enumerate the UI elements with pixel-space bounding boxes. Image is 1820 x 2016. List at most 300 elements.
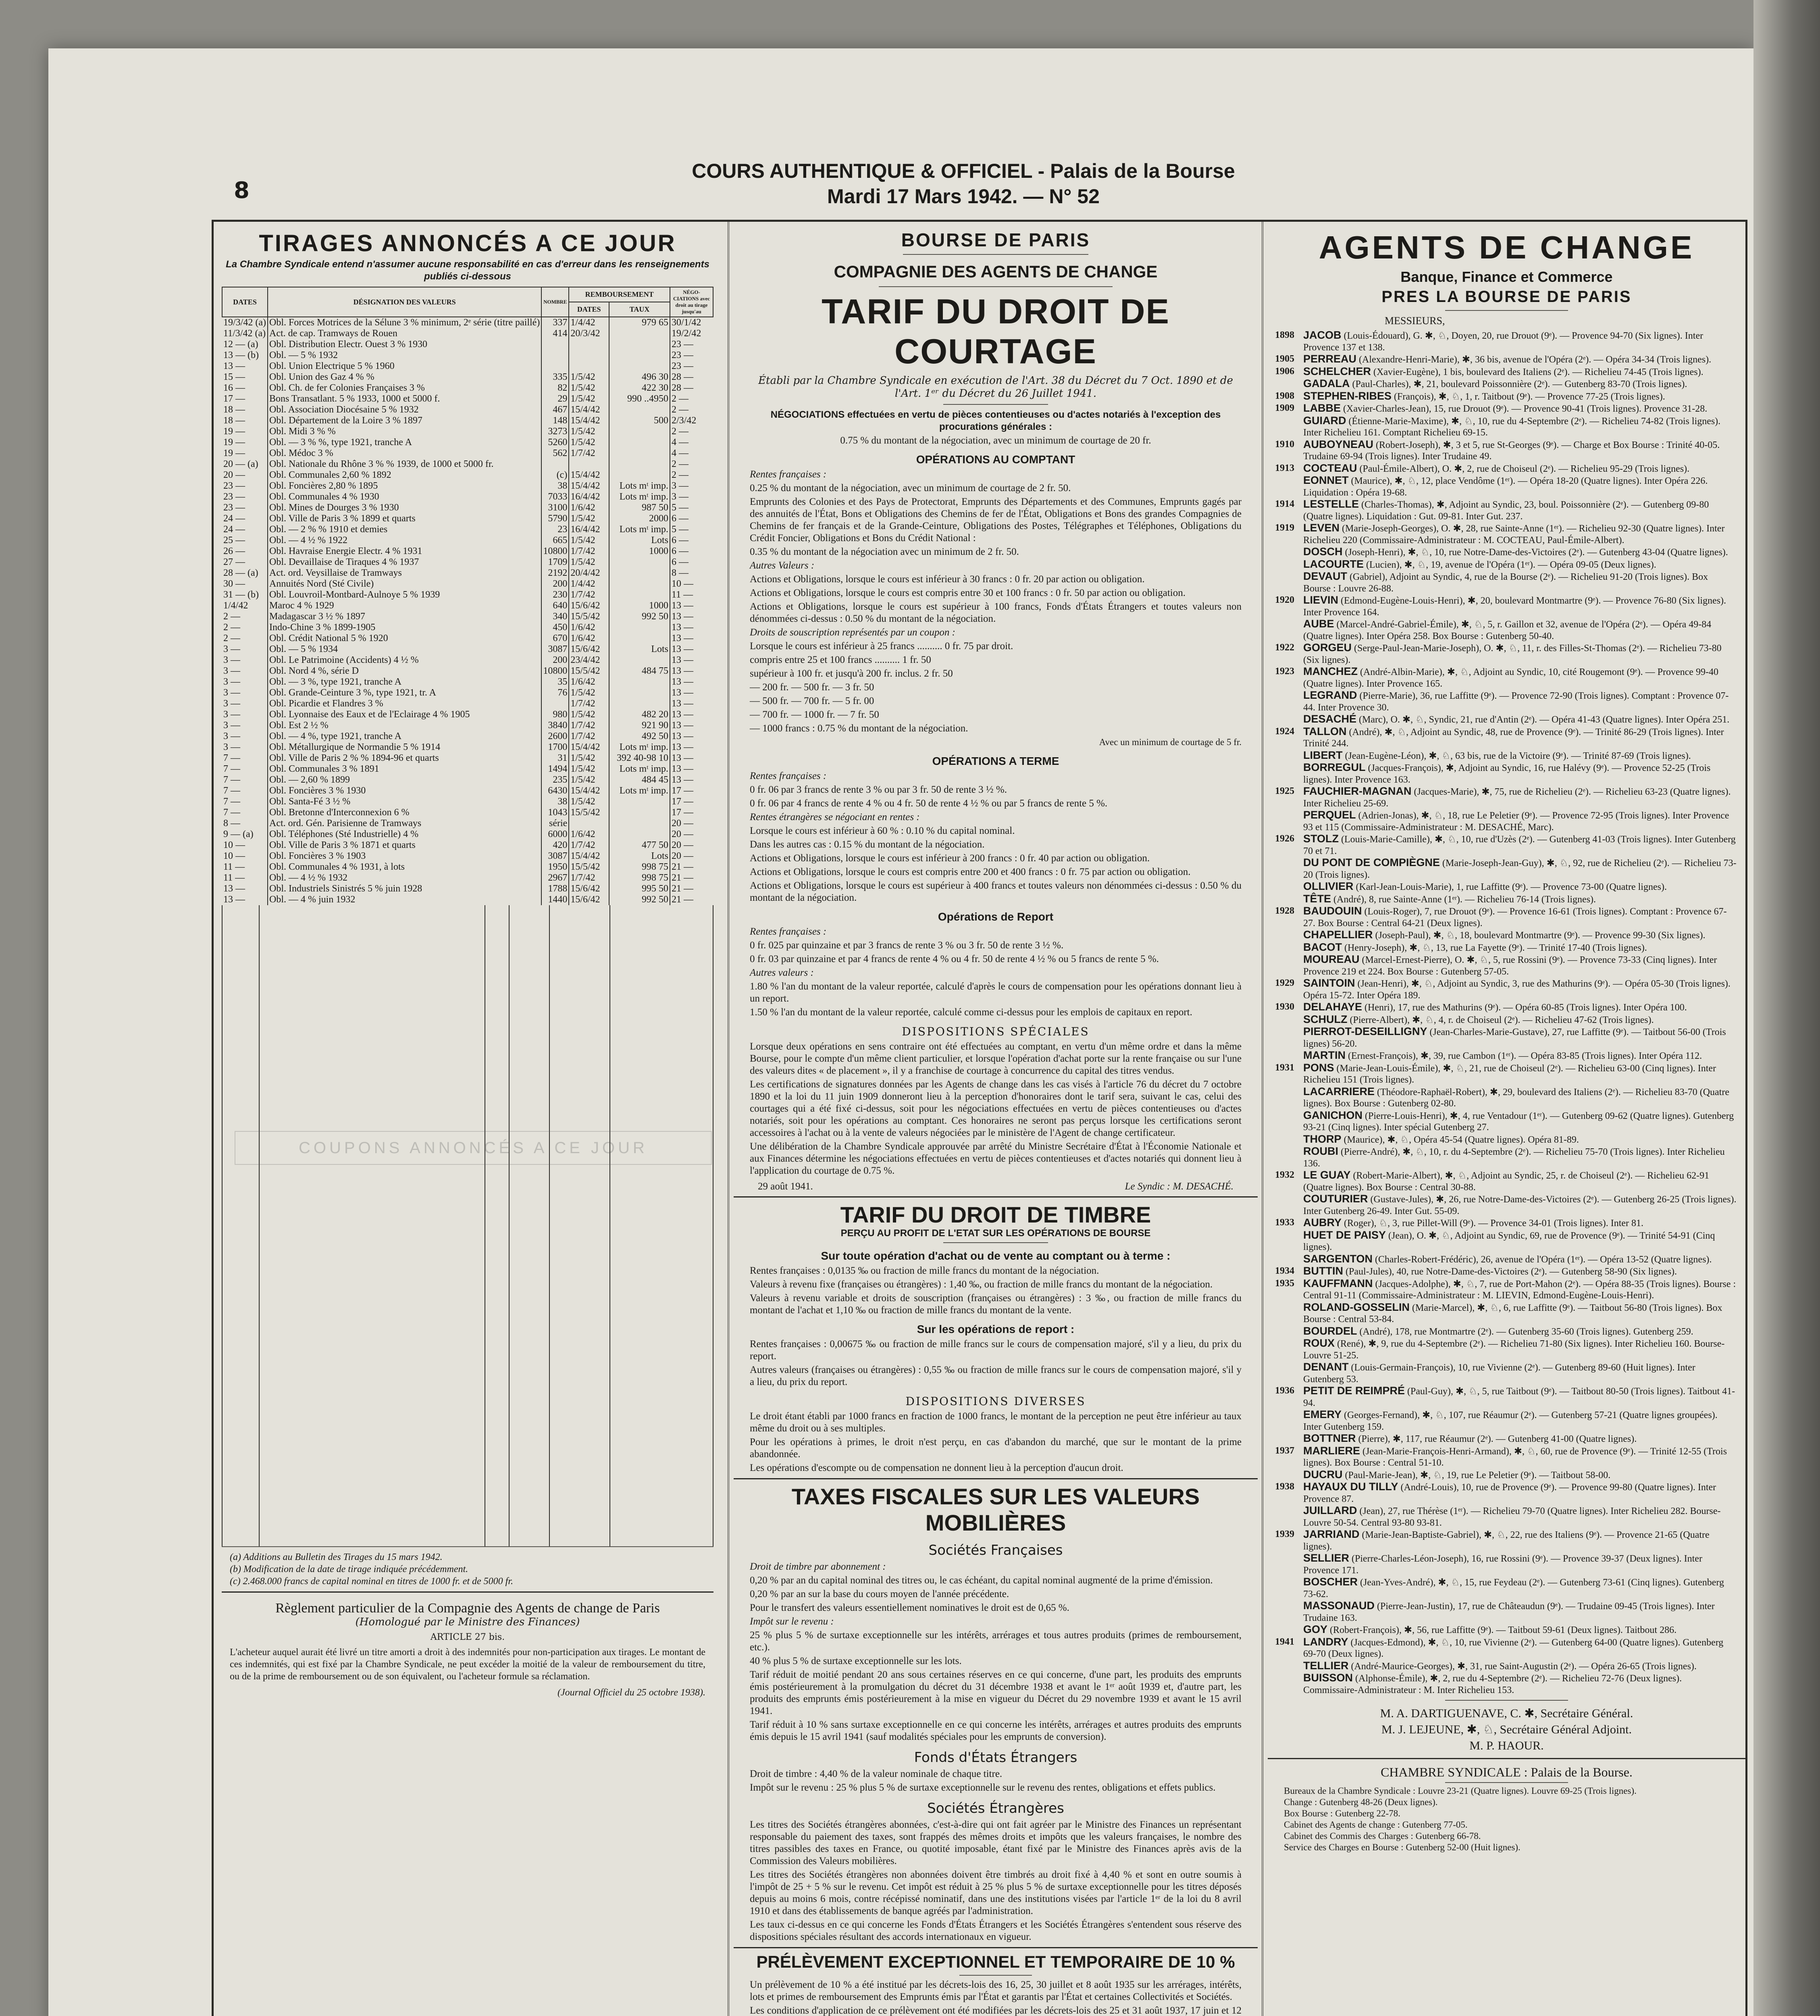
table-cell: 992 50 [609, 894, 670, 905]
agent-year: 1934 [1275, 1266, 1294, 1276]
table-cell: 13 — (b) [223, 350, 259, 360]
agent-entry [1275, 1672, 1737, 1696]
agent-address: (Pierre-Charles-Léon-Joseph), 16, rue Rossini (9ᵉ). — Provence 39-37 (Deux lignes). Inter Provence 171. [1303, 1554, 1702, 1576]
table-cell: 1/6/42 [569, 677, 609, 687]
agent-name: ROLAND-GOSSELIN [1303, 1301, 1410, 1313]
table-cell [541, 361, 569, 372]
book-spine [1753, 0, 1820, 2016]
agent-year: 1939 [1275, 1529, 1294, 1539]
agent-entry [1275, 881, 1737, 893]
agent-entry [1275, 1014, 1737, 1026]
agent-details [1303, 1001, 1737, 1014]
paragraph: Les certifications de signatures données par les Agents de change dans les cas visés à l'article 76 du décret du 7 octobre 1890 et la loi du 11 juin 1909 donneront lieu à la perception d'honoraires dont le tarif sera, suivant le cas, celui des courtages qui a été fixé ci-dessus, soit pour les négociations effectuées en vertu de pièces contentieuses ou d'actes notariés, soit pour les opérations au comptant. Ces honoraires ne seront pas perçus lorsque les certifications seront accessoires à l'achat ou à la vente de valeurs négociées par le ministère de l'Agent de change certificateur. [750, 1079, 1242, 1138]
paragraph: Les opérations d'escompte ou de compensation ne donnent lieu à la perception d'aucun droit. [750, 1462, 1123, 1473]
agent-year: 1914 [1275, 499, 1294, 509]
table-cell: Obl. Grande-Ceinture 3 %, type 1921, tr. A [268, 687, 541, 698]
agent-address: (Paul-Émile-Albert), O. ✱, 2, rue de Choiseul (2ᵉ). — Richelieu 95-29 (Trois lignes). [1359, 463, 1690, 474]
agent-details [1303, 905, 1737, 929]
agent-year [1275, 1409, 1303, 1433]
agent-name: AUBOYNEAU [1303, 438, 1374, 450]
avec-minimum: Avec un minimum de courtage de 5 fr. [1099, 737, 1242, 747]
paragraph: Les conditions d'application de ce prélèvement ont été modifiées par les décrets-lois des 25 et 31 août 1937, 17 juin et 12 [750, 2005, 1242, 2016]
agent-name: LEGRAND [1303, 689, 1357, 701]
table-cell: Obl. Union des Gaz 4 % % [268, 372, 541, 383]
table-row [222, 579, 713, 589]
agent-details [1303, 1529, 1737, 1552]
table-row [222, 720, 713, 731]
agent-name: THORP [1303, 1133, 1342, 1145]
table-cell: 3 — [670, 481, 713, 492]
table-cell: 16 — [223, 383, 245, 393]
reglement-title: Règlement particulier de la Compagnie des Agents de change de Paris [275, 1601, 660, 1616]
table-cell: Obl. Nord 4 %, série D [268, 666, 541, 677]
agent-year [1275, 415, 1303, 439]
dispositions-paragraphs [734, 1041, 1258, 1177]
table-cell [541, 459, 569, 470]
agent-details [1303, 666, 1737, 689]
agent-name: DOSCH [1303, 546, 1343, 558]
agent-details [1303, 1169, 1737, 1193]
agent-entry [1275, 1145, 1737, 1169]
agent-year: 1938 [1275, 1481, 1294, 1492]
agent-address: (Pierre-Jean-Justin), 17, rue de Châteaudun (9ᵉ). — Trudaine 09-45 (Trois lignes). Inter Trudaine 163. [1303, 1601, 1715, 1623]
divider [734, 1947, 1258, 1948]
table-cell: 13 — [670, 611, 713, 622]
table-cell: Annuités Nord (Sté Civile) [268, 579, 541, 589]
divider [943, 404, 1048, 405]
paragraph: Dans les autres cas : 0.15 % du montant de la négociation. [750, 839, 985, 850]
officers [1268, 1706, 1745, 1754]
table-cell: 6 — [670, 513, 713, 524]
agent-details [1303, 809, 1737, 833]
agent-year [1275, 1660, 1303, 1672]
table-cell [609, 350, 670, 361]
agent-address: (Pierre-André), ✱, ♘, 10, r. du 4-Septembre (2ᵉ). — Richelieu 75-70 (Trois lignes). Inter Richelieu 136. [1303, 1147, 1725, 1169]
tirages-rows [222, 317, 713, 905]
table-row [222, 775, 713, 785]
table-cell: 15/5/42 [569, 862, 609, 873]
agent-entry [1275, 353, 1737, 366]
col-header-remboursement: REMBOURSEMENT [569, 287, 670, 302]
table-row [222, 404, 713, 415]
column-divider [728, 222, 729, 2016]
table-cell: 1/5/42 [569, 513, 609, 524]
table-cell: 16/4/42 [569, 524, 609, 535]
table-row [222, 415, 713, 426]
agent-year [1275, 762, 1303, 785]
table-cell: 3840 [541, 720, 569, 731]
paragraph: 0,20 % par an du capital nominal des titres ou, le cas échéant, du capital nominal augmenté de la prime d'émission. [750, 1575, 1213, 1586]
agent-entry [1275, 1001, 1737, 1014]
agent-year [1275, 713, 1303, 726]
table-cell: Obl. Communales 3 % 1891 [268, 764, 541, 775]
table-cell: Obl. Crédit National 5 % 1920 [268, 633, 541, 644]
table-row [222, 426, 713, 437]
agent-year [1275, 809, 1303, 833]
agent-year [1275, 1505, 1303, 1529]
agent-address: (Paul-Guy), ✱, ♘, 5, rue Taitbout (9ᵉ). — Taitbout 80-50 (Trois lignes). Taitbout 41-94. [1303, 1386, 1735, 1408]
table-cell: 1/4/42 [569, 579, 609, 589]
table-cell: 6430 [541, 785, 569, 796]
table-cell: 29 [541, 394, 569, 404]
agent-name: SAINTOIN [1303, 977, 1355, 989]
table-row [222, 317, 713, 328]
agent-details [1303, 785, 1737, 809]
agent-name: GADALA [1303, 377, 1350, 389]
agent-entry [1275, 1217, 1737, 1229]
agent-entry [1275, 905, 1737, 929]
agent-year [1275, 1337, 1303, 1361]
col-header-dates2: DATES [569, 302, 609, 317]
agent-year: 1936 [1275, 1385, 1294, 1396]
table-cell [609, 698, 670, 709]
paragraph: Actions et Obligations, lorsque le cours est compris entre 200 et 400 francs : 0 fr. 75 par action ou obligation. [750, 866, 1191, 877]
agent-address: (Georges-Fernand), ✱, ♘, 107, rue Réaumur (2ᵉ). — Gutenberg 57-21 (Quatre lignes groupées). Inter Gutenberg 159. [1303, 1410, 1718, 1432]
table-row [222, 339, 713, 350]
table-cell: 82 [541, 383, 569, 394]
table-cell: 1/7/42 [569, 589, 609, 600]
table-cell: 24 — [223, 524, 245, 535]
table-cell: 1494 [541, 764, 569, 775]
agent-entry [1275, 1169, 1737, 1193]
agent-year [1275, 546, 1303, 558]
paragraph: Actions et Obligations, lorsque le cours est compris entre 30 et 100 francs : 0 fr. 50 par action ou obligation. [750, 587, 1186, 598]
paragraph: Une délibération de la Chambre Syndicale approuvée par arrêté du Ministre Secrétaire d'État à l'Économie Nationale et aux Finances détermine les négociations effectuées en vertu de pièces contentieuses et d'actes notariés qui donnent lieu à l'application du courtage de 0.75 %. [750, 1141, 1242, 1176]
agent-entry [1275, 1278, 1737, 1302]
reglement-article: ARTICLE 27 bis. [430, 1632, 505, 1642]
table-cell [609, 459, 670, 470]
timbre-head2: Sur les opérations de report : [917, 1323, 1075, 1335]
table-cell: 17 — [670, 785, 713, 796]
agent-year: 1935 [1275, 1278, 1294, 1289]
agent-entry [1275, 750, 1737, 762]
agent-entry [1275, 1325, 1737, 1338]
agent-entry [1275, 558, 1737, 571]
agent-details [1303, 1253, 1737, 1266]
agent-name: BOSCHER [1303, 1576, 1358, 1588]
agent-name: PERQUEL [1303, 809, 1356, 821]
agent-name: DENANT [1303, 1361, 1349, 1373]
chambre-line: Box Bourse : Gutenberg 22-78. [1284, 1808, 1400, 1818]
paragraph: Les titres des Sociétés étrangères abonnées, c'est-à-dire qui ont fait agréer par le Ministre des Finances un représentant responsable du paiement des taxes, sont frappés des mêmes droits et impôts que les valeurs françaises, le nombre des titres passibles des taxes en France, ou quotité imposable, étant fixé par le Ministre des Finances après avis de la Commission des Valeurs mobilières. [750, 1819, 1242, 1866]
table-cell: 15/5/42 [569, 611, 609, 622]
paragraph: 0 fr. 025 par quinzaine et par 3 francs de rente 3 % ou 3 fr. 50 de rente 3 ½ %. [750, 940, 1064, 951]
table-cell: 10800 [541, 546, 569, 557]
content-frame [212, 220, 1747, 2016]
table-cell: 2 — [670, 404, 713, 415]
table-cell: 15/6/42 [569, 894, 609, 905]
table-row [222, 709, 713, 720]
societes-etrangeres-paragraphs [734, 1819, 1258, 1943]
table-cell: 2 — [670, 426, 713, 437]
paragraph: — 500 fr. — 700 fr. — 5 fr. 00 [750, 696, 874, 706]
agent-address: (Xavier-Charles-Jean), 15, rue Drouot (9ᵉ). — Provence 90-41 (Trois lignes). Provence 31-28. [1343, 404, 1708, 414]
timbre-paragraphs-2 [734, 1338, 1258, 1388]
table-row [222, 557, 713, 568]
table-cell: Obl. — 3 %, type 1921, tranche A [268, 677, 541, 687]
paragraph: — 700 fr. — 1000 fr. — 7 fr. 50 [750, 709, 879, 720]
table-cell: 484 75 [609, 666, 670, 677]
agent-year: 1922 [1275, 642, 1294, 653]
tirages-notes [230, 1551, 705, 1587]
table-cell: 10 — [670, 579, 713, 589]
table-row [222, 535, 713, 546]
divider [1268, 1758, 1745, 1759]
comptant-paragraphs [734, 469, 1258, 735]
table-cell [609, 557, 670, 568]
agent-address: (Gabriel), Adjoint au Syndic, 4, rue de la Bourse (2ᵉ). — Richelieu 91-20 (Trois lignes). Box Bourse : Louvre 26-88. [1303, 572, 1708, 594]
negociations-rate: 0.75 % du montant de la négociation, avec un minimum de courtage de 20 fr. [840, 435, 1151, 446]
paragraph: — 1000 francs : 0.75 % du montant de la négociation. [750, 723, 968, 734]
table-cell: 11 — [223, 862, 245, 872]
table-cell: 5790 [541, 513, 569, 524]
table-row [222, 698, 713, 709]
table-cell: 7 — [223, 807, 240, 818]
table-cell: 670 [541, 633, 569, 644]
divider [879, 286, 1113, 287]
table-cell: 1/4/42 [223, 600, 248, 611]
table-cell: 20 — (a) [223, 459, 258, 469]
agent-year: 1937 [1275, 1445, 1294, 1456]
agent-entry [1275, 462, 1737, 475]
table-cell: 13 — [670, 731, 713, 742]
agent-entry [1275, 498, 1737, 522]
societes-francaises-paragraphs [734, 1561, 1258, 1743]
table-cell: 450 [541, 622, 569, 633]
paragraph: 0.35 % du montant de la négociation avec un minimum de 2 fr. 50. [750, 546, 1019, 557]
table-cell [609, 829, 670, 840]
agent-name: HAYAUX DU TILLY [1303, 1481, 1398, 1493]
paragraph: Lorsque deux opérations en sens contraire ont été effectuées au comptant, en vertu d'un même ordre et dans la même Bourse, pour le compte d'un même client particulier, et lorsque l'opération d'achat porte sur la rente française ou sur l'une des valeurs dites « de placement », il y a franchise de courtage à concurrence du capital des titres vendus. [750, 1041, 1242, 1076]
paragraph: Actions et Obligations, lorsque le cours est inférieur à 30 francs : 0 fr. 20 par action ou obligation. [750, 574, 1145, 585]
agent-name: MARLIERE [1303, 1444, 1360, 1457]
table-row [222, 361, 713, 372]
agent-year: 1920 [1275, 595, 1294, 605]
table-cell: 9 — (a) [223, 829, 254, 839]
agent-address: (Louis-Germain-François), 10, rue Vivienne (2ᵉ). — Gutenberg 89-60 (Huit lignes). Inter Gutenberg 53. [1303, 1362, 1695, 1385]
table-cell: 3273 [541, 426, 569, 437]
agent-address: (René), ✱, 9, rue du 4-Septembre (2ᵉ). — Richelieu 71-80 (Six lignes). Inter Richelieu 160. Bourse-Louvre 51-25. [1303, 1339, 1725, 1361]
table-cell [609, 807, 670, 818]
paragraph: Actions et Obligations, lorsque le cours est supérieur à 100 francs, Fonds d'États Étrangers et toutes valeurs non dénommées ci-dessus : 0.50 % du montant de la négociation. [750, 601, 1242, 624]
agent-entry [1275, 1529, 1737, 1552]
paragraph: 0,20 % par an sur la base du cours moyen de l'année précédente. [750, 1589, 1009, 1599]
table-cell [569, 339, 609, 350]
table-cell: 148 [541, 415, 569, 426]
agent-entry [1275, 1552, 1737, 1576]
agent-entry [1275, 1110, 1737, 1133]
table-row [222, 742, 713, 753]
agent-details [1303, 1050, 1737, 1062]
table-cell: Lots mᵗ imp. [609, 785, 670, 796]
table-cell: 21 — [670, 862, 713, 873]
reglement-subtitle: (Homologué par le Ministre des Finances) [355, 1616, 580, 1628]
agent-entry [1275, 929, 1737, 941]
agent-name: BORREGUL [1303, 761, 1366, 773]
op-terme-head: OPÉRATIONS A TERME [932, 755, 1059, 767]
table-cell: 38 [541, 796, 569, 807]
agent-details [1303, 462, 1737, 475]
table-cell: Act. de cap. Tramways de Rouen [268, 328, 541, 339]
table-cell: Act. ord. Veysillaise de Tramways [268, 568, 541, 579]
agent-name: COCTEAU [1303, 462, 1357, 474]
table-cell: 1/4/42 [569, 317, 609, 328]
table-cell [609, 437, 670, 448]
agent-address: (Adrien-Jonas), ✱, ♘, 18, rue Le Peletier (9ᵉ). — Provence 72-95 (Trois lignes). Inter Provence 93 et 115 (Commissaire-Administrateur : M. DESACHÉ, Marc). [1303, 810, 1729, 833]
table-cell: 13 — [670, 720, 713, 731]
agent-year [1275, 1253, 1303, 1266]
timbre-head1: Sur toute opération d'achat ou de vente au comptant ou à terme : [821, 1250, 1171, 1262]
agent-year [1275, 881, 1303, 893]
table-cell: Obl. Louvroil-Montbard-Aulnoye 5 % 1939 [268, 589, 541, 600]
table-cell: 2 — [223, 622, 240, 633]
table-cell: 1/5/42 [569, 437, 609, 448]
paragraph: Autres valeurs (françaises ou étrangères) : 0,55 ‰ ou fraction de mille francs sur le cours de compensation majoré, s'il y a lieu, du prix du report. [750, 1364, 1242, 1387]
paragraph: 0 fr. 06 par 3 francs de rente 3 % ou par 3 fr. 50 de rente 3 ½ %. [750, 784, 1007, 795]
tirages-column [214, 222, 722, 2016]
agent-year [1275, 1469, 1303, 1481]
agent-address: (Paul-Jules), 40, rue Notre-Dame-des-Victoires (2ᵉ). — Gutenberg 58-90 (Six lignes). [1345, 1266, 1677, 1277]
table-cell: 1/5/42 [569, 796, 609, 807]
table-cell: 20 — [670, 840, 713, 851]
agent-details [1303, 1337, 1737, 1361]
table-cell: 6000 [541, 829, 569, 840]
table-cell: 15/4/42 [569, 470, 609, 481]
agent-address: (Gustave-Jules), ✱, 26, rue Notre-Dame-des-Victoires (2ᵉ). — Gutenberg 26-25 (Trois lignes). Inter Gutenberg 26-49. Inter Gut. 55-09. [1303, 1194, 1737, 1216]
table-cell: 13 — [223, 883, 245, 894]
table-cell: 1/7/42 [569, 731, 609, 742]
table-cell: Obl. — 5 % 1934 [268, 644, 541, 655]
agent-year [1275, 1229, 1303, 1253]
agent-address: (Charles-Thomas), ✱, Adjoint au Syndic, 23, boul. Poissonnière (2ᵉ). — Gutenberg 09-80 (Quatre lignes). Liquidation : Gut. 09-81. Inter Gut. 237. [1303, 500, 1709, 522]
agent-entry [1275, 1050, 1737, 1062]
agent-entry [1275, 1469, 1737, 1481]
agent-entry [1275, 571, 1737, 594]
agent-details [1303, 1086, 1737, 1110]
agent-details [1303, 1133, 1737, 1146]
table-cell: 15/4/42 [569, 481, 609, 492]
agent-address: (Marcel-Ernest-Pierre), O. ✱, ♘, 5, rue Rossini (9ᵉ). — Provence 73-33 (Cinq lignes). Inter Provence 219 et 224. Box Bourse : Gutenberg 57-05. [1303, 955, 1717, 977]
table-cell [569, 459, 609, 470]
agent-year [1275, 618, 1303, 642]
agent-address: (Pierre-Marie), 36, rue Laffitte (9ᵉ). — Provence 72-90 (Trois lignes). Comptant : Provence 07-44. Inter Provence 30. [1303, 691, 1729, 713]
fonds-etrangers-paragraphs [734, 1768, 1258, 1794]
table-row [222, 502, 713, 513]
divider [943, 1242, 1048, 1243]
table-cell: Obl. — 3 % %, type 1921, tranche A [268, 437, 541, 448]
tirages-table [222, 287, 713, 905]
agent-address: (Jacques-Marie), ✱, 75, rue de Richelieu (2ᵉ). — Richelieu 63-23 (Quatre lignes). Inter Richelieu 25-69. [1303, 787, 1731, 809]
agent-year [1275, 1026, 1303, 1050]
table-cell: 200 [541, 655, 569, 666]
table-cell: 1/7/42 [569, 698, 609, 709]
agent-year [1275, 1361, 1303, 1385]
table-cell: 13 — [670, 633, 713, 644]
agent-details [1303, 402, 1737, 415]
table-cell: 1/6/42 [569, 633, 609, 644]
table-cell: 200 [541, 579, 569, 589]
agent-details [1303, 1302, 1737, 1325]
agent-name: DUCRU [1303, 1468, 1343, 1481]
table-cell [541, 339, 569, 350]
paragraph: Impôt sur le revenu : [750, 1616, 834, 1627]
agent-details [1303, 1600, 1737, 1624]
table-row [222, 394, 713, 404]
table-cell: 7 — [223, 785, 240, 796]
dispositions-head: DISPOSITIONS SPÉCIALES [902, 1025, 1090, 1038]
agent-name: LACARRIERE [1303, 1085, 1375, 1098]
agent-details [1303, 439, 1737, 462]
table-cell: 21 — [670, 873, 713, 883]
table-cell: 6 — [670, 535, 713, 546]
agent-address: (Étienne-Marie-Maxime), ✱, ♘, 10, rue du 4-Septembre (2ᵉ). — Richelieu 74-82 (Trois lignes). Inter Richelieu 161. Comptant Richelieu 69-15. [1303, 416, 1721, 438]
table-row [222, 459, 713, 470]
agent-entry [1275, 1600, 1737, 1624]
table-cell: 422 30 [609, 383, 670, 394]
agent-entry [1275, 1505, 1737, 1529]
table-cell: 19/2/42 [670, 328, 713, 339]
agent-year: 1905 [1275, 354, 1294, 364]
table-cell: 1700 [541, 742, 569, 753]
agent-entry [1275, 522, 1737, 546]
table-cell: Obl. Distribution Electr. Ouest 3 % 1930 [268, 339, 541, 350]
table-cell: 5 — [670, 502, 713, 513]
table-cell [609, 633, 670, 644]
agent-entry [1275, 1086, 1737, 1110]
agent-year [1275, 1325, 1303, 1338]
agent-year [1275, 1672, 1303, 1696]
table-cell: 2 — [670, 394, 713, 404]
paragraph: Rentes françaises : [750, 926, 827, 937]
agent-name: EMERY [1303, 1408, 1342, 1420]
paragraph: Le droit étant établi par 1000 francs en fraction de 1000 francs, le montant de la perception ne peut être inférieur au taux même du droit ou à ses multiples. [750, 1411, 1242, 1434]
agent-address: (Jean), 27, rue Thérèse (1ᵉʳ). — Richelieu 79-70 (Quatre lignes). Inter Richelieu 282. Bourse-Louvre 50-54. Central 93-80 93-81. [1303, 1506, 1721, 1528]
table-cell: 15/5/42 [569, 666, 609, 677]
table-cell [569, 361, 609, 372]
table-cell [609, 589, 670, 600]
agent-name: ROUBI [1303, 1145, 1338, 1157]
table-row [222, 851, 713, 862]
table-row [222, 666, 713, 677]
page-number: 8 [234, 177, 250, 204]
table-cell: 3 — [223, 644, 240, 654]
agent-entry [1275, 1062, 1737, 1086]
table-row [222, 873, 713, 883]
agent-entry [1275, 1481, 1737, 1505]
table-cell: 1/5/42 [569, 535, 609, 546]
agent-name: STOLZ [1303, 833, 1339, 845]
agent-entry [1275, 1302, 1737, 1325]
table-cell: Obl. Picardie et Flandres 3 % [268, 698, 541, 709]
table-cell: Obl. Médoc 3 % [268, 448, 541, 459]
table-cell: 18 — [223, 404, 245, 415]
agent-details [1303, 546, 1737, 558]
agent-name: OLLIVIER [1303, 880, 1354, 892]
divider [734, 1196, 1258, 1198]
table-cell: Obl. Bretonne d'Interconnexion 6 % [268, 807, 541, 818]
table-cell: 500 [609, 415, 670, 426]
agent-address: (Roger), ♘, 3, rue Pillet-Will (9ᵉ). — Provence 34-01 (Trois lignes). Inter 81. [1344, 1218, 1644, 1229]
agent-details [1303, 1445, 1737, 1469]
table-cell: Obl. Département de la Loire 3 % 1897 [268, 415, 541, 426]
agent-year: 1925 [1275, 786, 1294, 796]
table-row [222, 383, 713, 394]
table-row [222, 481, 713, 492]
agent-details [1303, 1409, 1737, 1433]
table-row [222, 883, 713, 894]
tirages-note: La Chambre Syndicale entend n'assumer aucune responsabilité en cas d'erreur dans les renseignements publiés ci-dessous [226, 259, 709, 282]
table-cell: 17 — [670, 807, 713, 818]
